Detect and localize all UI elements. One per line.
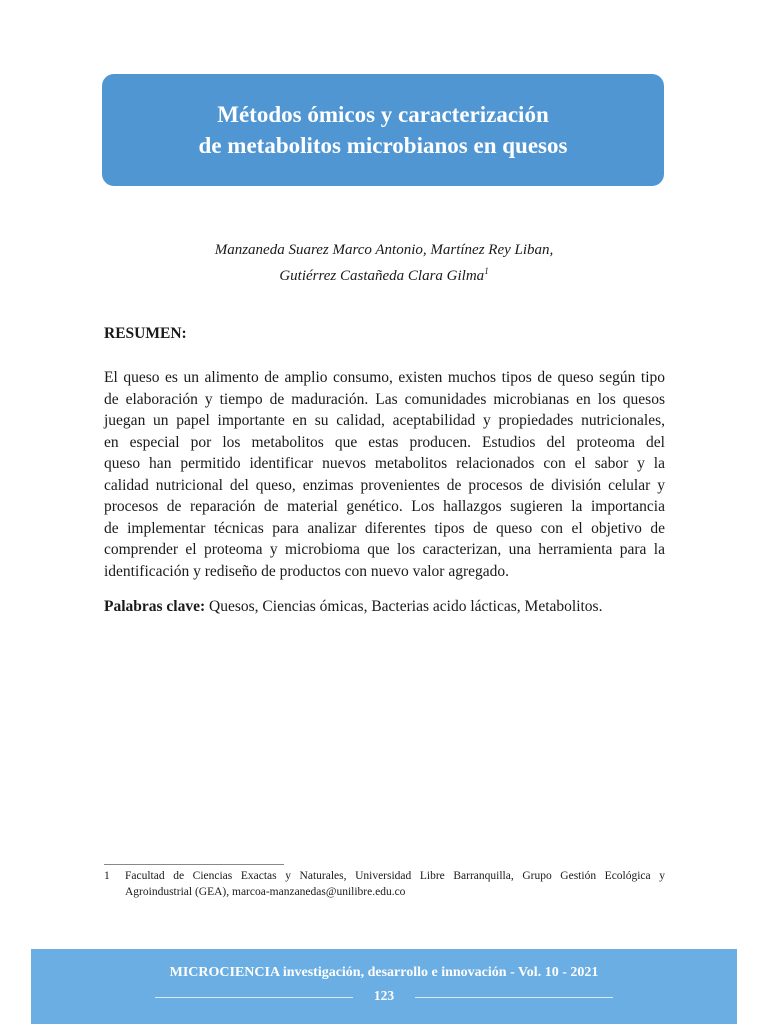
- keywords-label: Palabras clave:: [104, 598, 206, 615]
- abstract-line: comprender el proteoma y microbioma que los caracterizan, una herramienta para la: [104, 541, 665, 558]
- footer-band: [31, 949, 737, 1024]
- footnote-line: Facultad de Ciencias Exactas y Naturales, Universidad Libre Barranquilla, Grupo Gestión Ecológica y: [125, 870, 665, 882]
- keywords: [104, 598, 704, 616]
- abstract-heading: RESUMEN:: [104, 325, 187, 342]
- abstract-line: El queso es un alimento de amplio consumo, existen muchos tipos de queso según tipo: [104, 369, 665, 386]
- footnote-divider: [104, 864, 284, 865]
- author-list: [0, 240, 768, 287]
- abstract-line: juegan un papel importante en su calidad, aceptabilidad y propiedades nutricionales,: [104, 412, 665, 429]
- abstract-line: queso han permitido identificar nuevos metabolitos relacionados con el sabor y la: [104, 455, 665, 472]
- abstract-line: procesos de reparación de material genético. Los hallazgos sugieren la importancia: [104, 498, 665, 515]
- footnote: [104, 868, 665, 900]
- abstract-line: identificación y rediseño de productos con nuevo valor agregado.: [104, 562, 510, 580]
- abstract-body: [104, 367, 665, 582]
- title-line-1: Métodos ómicos y caracterización: [217, 102, 549, 127]
- footnote-body: [125, 868, 665, 900]
- authors-line-2-text: Gutiérrez Castañeda Clara Gilma: [279, 268, 485, 284]
- title-line-2: de metabolitos microbianos en quesos: [198, 133, 568, 158]
- page-number: 123: [373, 988, 395, 1003]
- abstract-line: en especial por los metabolitos que estas producen. Estudios del proteoma del: [104, 433, 665, 451]
- footnote-number: 1: [104, 870, 110, 882]
- authors-line-1: Manzaneda Suarez Marco Antonio, Martínez Rey Liban,: [214, 242, 554, 258]
- journal-name: MICROCIENCIA investigación, desarrollo e innovación - Vol. 10 - 2021: [169, 965, 599, 980]
- author-footnote-mark: 1: [484, 266, 489, 276]
- title-banner: [102, 74, 664, 186]
- keywords-text: Quesos, Ciencias ómicas, Bacterias acido lácticas, Metabolitos.: [205, 598, 603, 615]
- footnote-line: Agroindustrial (GEA), marcoa-manzanedas@unilibre.edu.co: [125, 886, 406, 898]
- authors-line-2: [0, 261, 768, 287]
- abstract-line: calidad nutricional del queso, enzimas provenientes de procesos de división celular y: [104, 476, 665, 494]
- footer-rule-right: [415, 997, 613, 998]
- abstract-line: de elaboración y tiempo de maduración. Las comunidades microbianas en los quesos: [104, 390, 665, 408]
- abstract-line: de implementar técnicas para analizar diferentes tipos de queso con el objetivo de: [104, 519, 665, 537]
